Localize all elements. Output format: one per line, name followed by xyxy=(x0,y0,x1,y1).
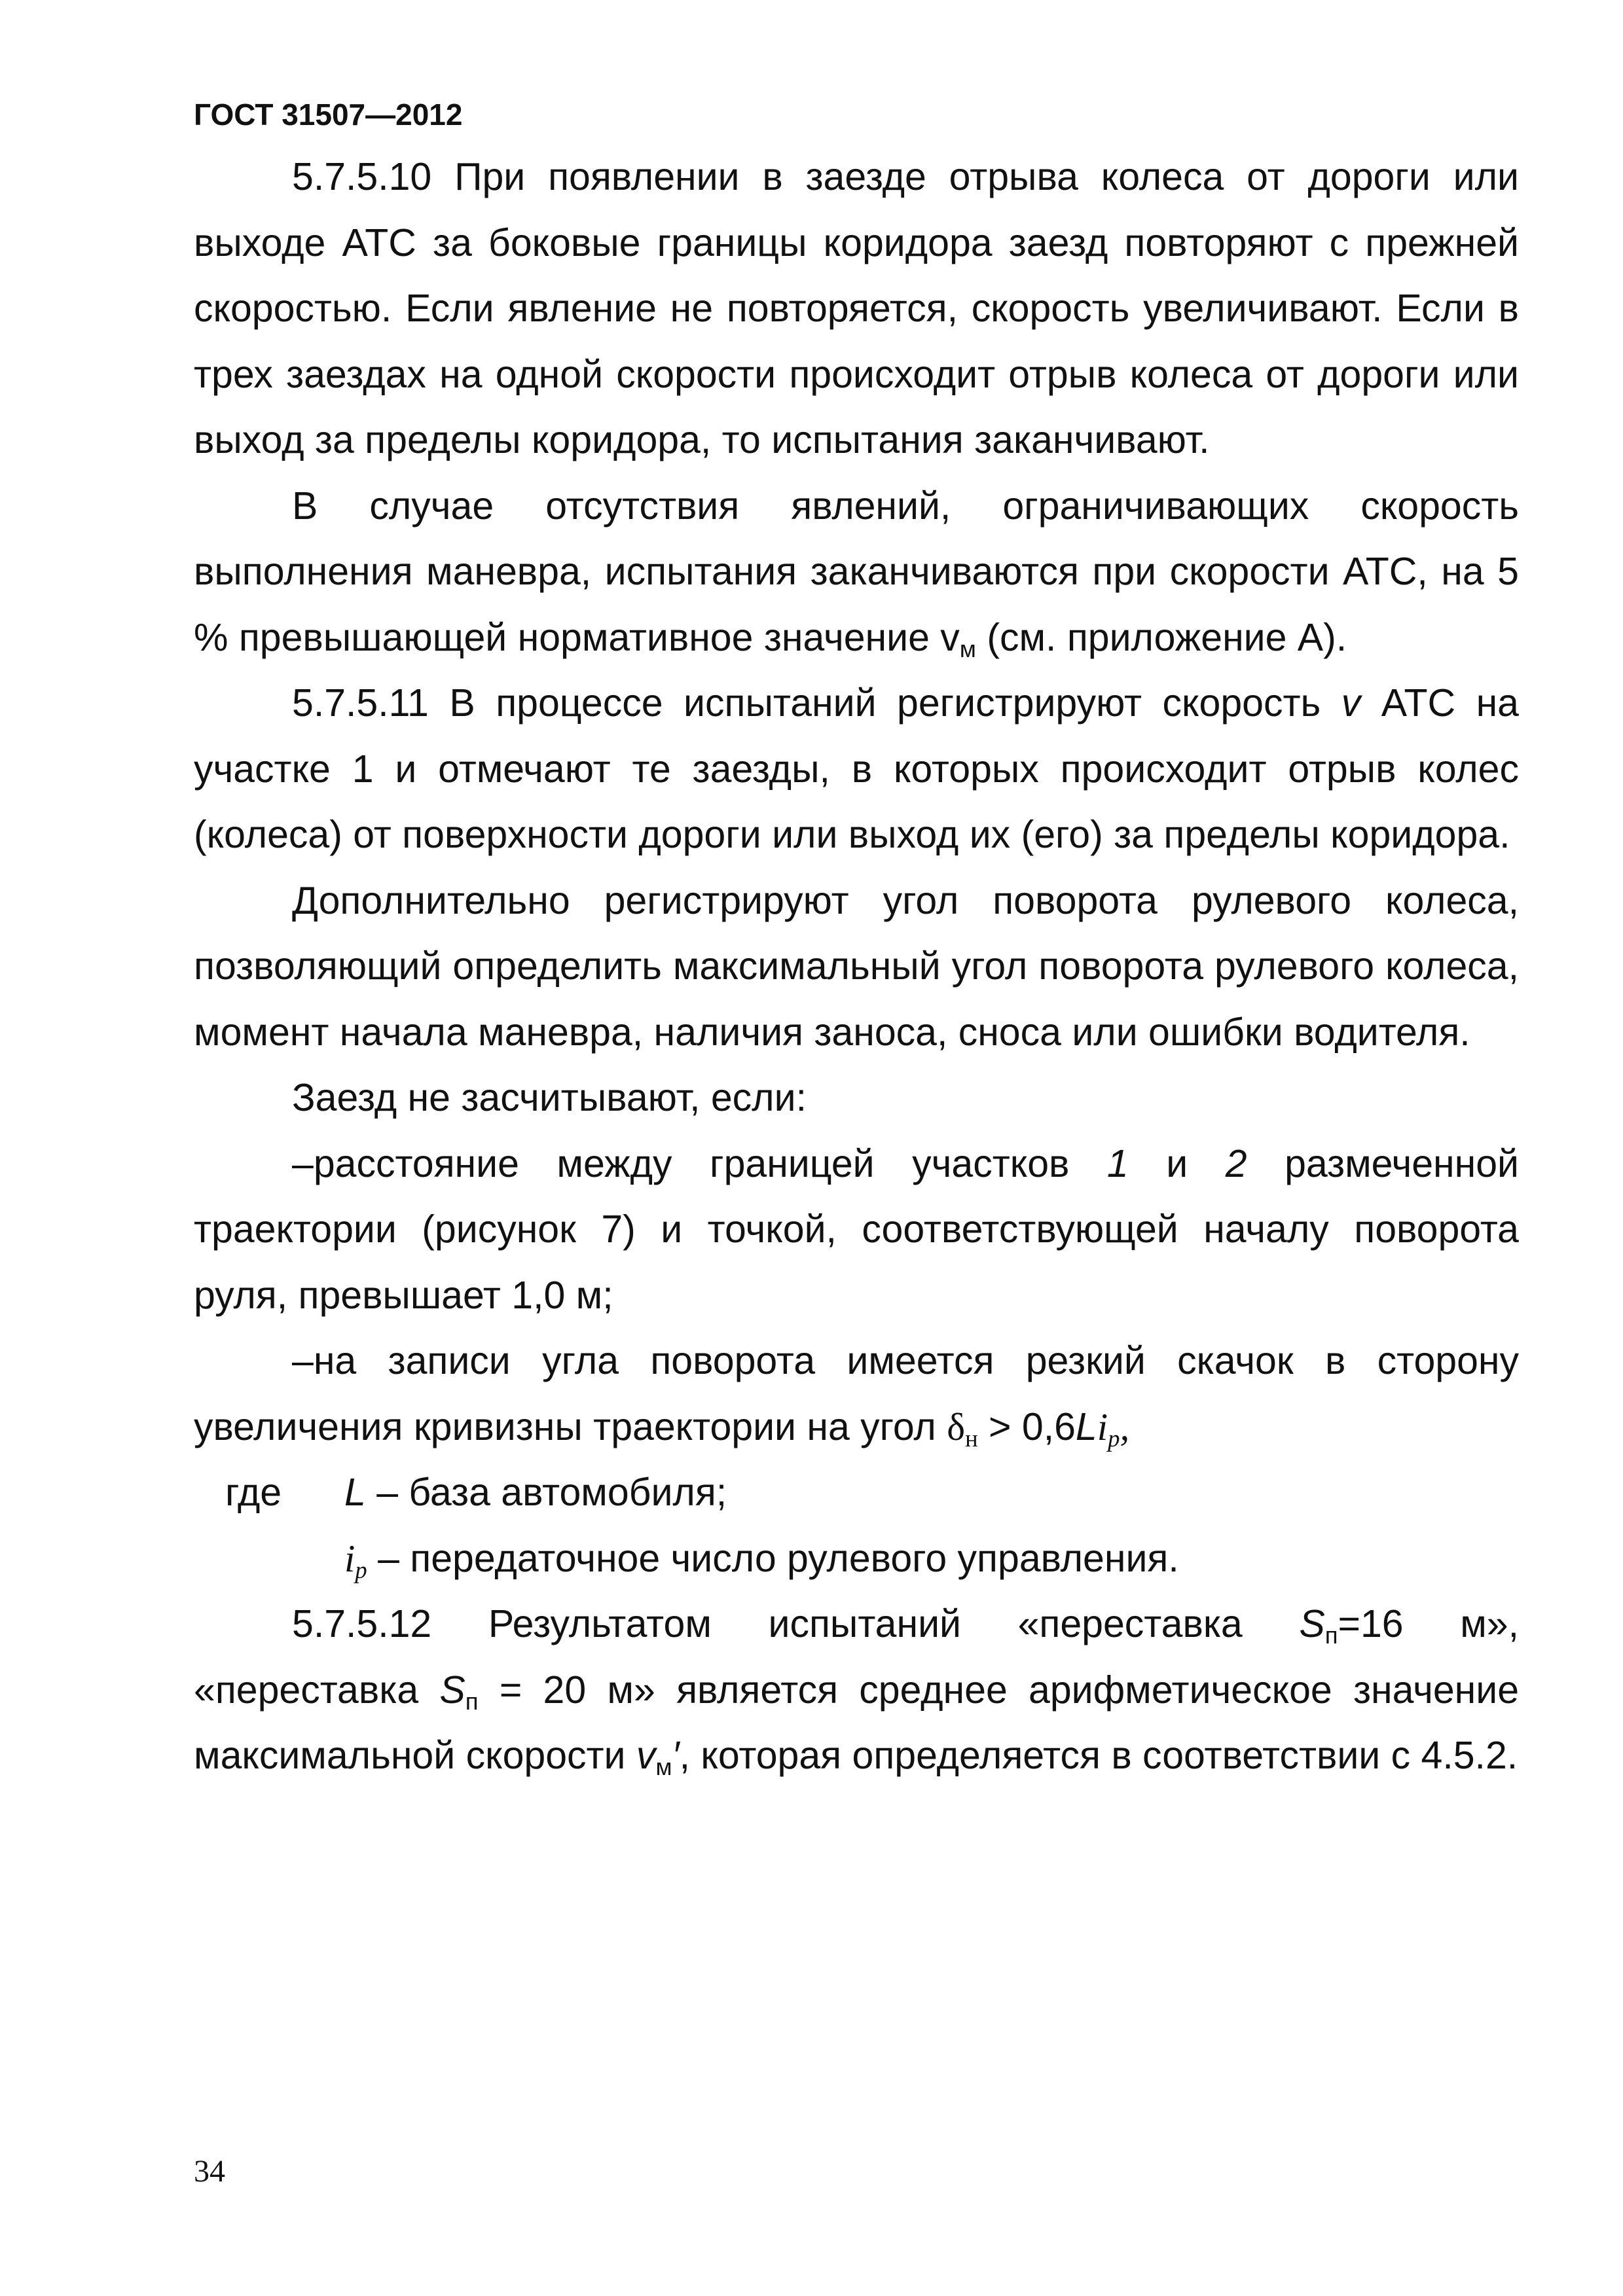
subscript: м xyxy=(655,1753,672,1781)
subscript: м xyxy=(959,635,976,662)
paragraph-text: и xyxy=(1128,1141,1226,1185)
symbol-i: i xyxy=(1097,1405,1108,1448)
paragraph-text: АТС на участке 1 и отмечают те заезды, в которых происходит отрыв колес (колеса) от поверхности дороги или выход их (его) за пределы коридора. xyxy=(194,681,1519,856)
paragraph-text: –расстояние между границей участков xyxy=(292,1141,1107,1185)
list-item-distance xyxy=(194,1131,1519,1329)
subscript: п xyxy=(1324,1622,1338,1649)
symbol-i: i xyxy=(344,1536,356,1580)
where-row-L xyxy=(194,1460,1519,1526)
symbol-S: S xyxy=(439,1668,465,1712)
symbol-L: L xyxy=(1075,1405,1097,1448)
paragraph-text: , которая определяется в соответствии с 4.5.2. xyxy=(679,1734,1518,1777)
list-item-angle-jump xyxy=(194,1328,1519,1460)
where-label: где xyxy=(225,1471,282,1514)
punctuation: , xyxy=(1120,1405,1130,1448)
section-number-2: 2 xyxy=(1225,1141,1247,1185)
subscript: p xyxy=(1108,1424,1120,1452)
paragraph-text: размеченной траектории (рисунок 7) и точкой, соответствующей началу поворота руля, превышает 1,0 м; xyxy=(194,1141,1519,1317)
paragraph-text: (см. приложение А). xyxy=(976,615,1347,659)
document-header: ГОСТ 31507—2012 xyxy=(194,98,463,132)
section-number-1: 1 xyxy=(1106,1141,1129,1185)
definition-ip xyxy=(344,1526,1179,1592)
definition-text: – база автомобиля; xyxy=(365,1471,727,1514)
paragraph-text: > 0,6 xyxy=(977,1405,1076,1448)
symbol-v: v xyxy=(1341,681,1361,725)
paragraph-additional: Дополнительно регистрируют угол поворота рулевого колеса, позволяющий определить максимальный угол поворота рулевого колеса, момент начала маневра, наличия заноса, сноса или ошибки водителя. xyxy=(194,878,1519,1054)
paragraph-text: =16 м», «переставка xyxy=(194,1602,1519,1712)
paragraph-text: В случае отсутствия явлений, ограничивающих скорость выполнения маневра, испытания заканчиваются при скорости АТС, на 5 % превышающей нормативное значение v xyxy=(194,484,1519,659)
where-row-ip xyxy=(194,1526,1519,1592)
paragraph-text: 5.7.5.11 В процессе испытаний регистрируют скорость xyxy=(292,681,1341,725)
definition-text: – передаточное число рулевого управления. xyxy=(367,1536,1179,1580)
paragraph-text: = 20 м» является среднее арифметическое значение максимальной скорости xyxy=(194,1668,1520,1777)
symbol-S: S xyxy=(1299,1602,1325,1645)
paragraph-no-limit xyxy=(194,473,1519,671)
paragraph-not-counted: Заезд не засчитывают, если: xyxy=(292,1076,807,1119)
paragraph-text: 5.7.5.12 Результатом испытаний «переставка xyxy=(292,1602,1300,1645)
symbol-v: v xyxy=(636,1734,656,1777)
paragraph-5-7-5-10: 5.7.5.10 При появлении в заезде отрыва колеса от дороги или выходе АТС за боковые границы коридора заезд повторяют с прежней скоростью. Если явление не повторяется, скорость увеличивают. Если в трех заездах на одной скорости происходит отрыв колеса от дороги или выход за пределы коридора, то испытания заканчивают. xyxy=(194,155,1519,461)
page-number: 34 xyxy=(194,2154,225,2189)
subscript: н xyxy=(965,1424,978,1452)
symbol-L: L xyxy=(344,1471,366,1514)
subscript: p xyxy=(355,1556,367,1583)
paragraph-5-7-5-11 xyxy=(194,670,1519,868)
subscript: п xyxy=(465,1687,479,1715)
definition-L xyxy=(344,1460,727,1526)
prime: ′ xyxy=(672,1734,680,1777)
symbol-delta: δ xyxy=(947,1405,966,1448)
paragraph-5-7-5-12 xyxy=(194,1591,1519,1789)
paragraph-text: –на записи угла поворота имеется резкий скачок в сторону увеличения кривизны траектории на угол xyxy=(194,1339,1519,1448)
document-body xyxy=(194,144,1519,1789)
